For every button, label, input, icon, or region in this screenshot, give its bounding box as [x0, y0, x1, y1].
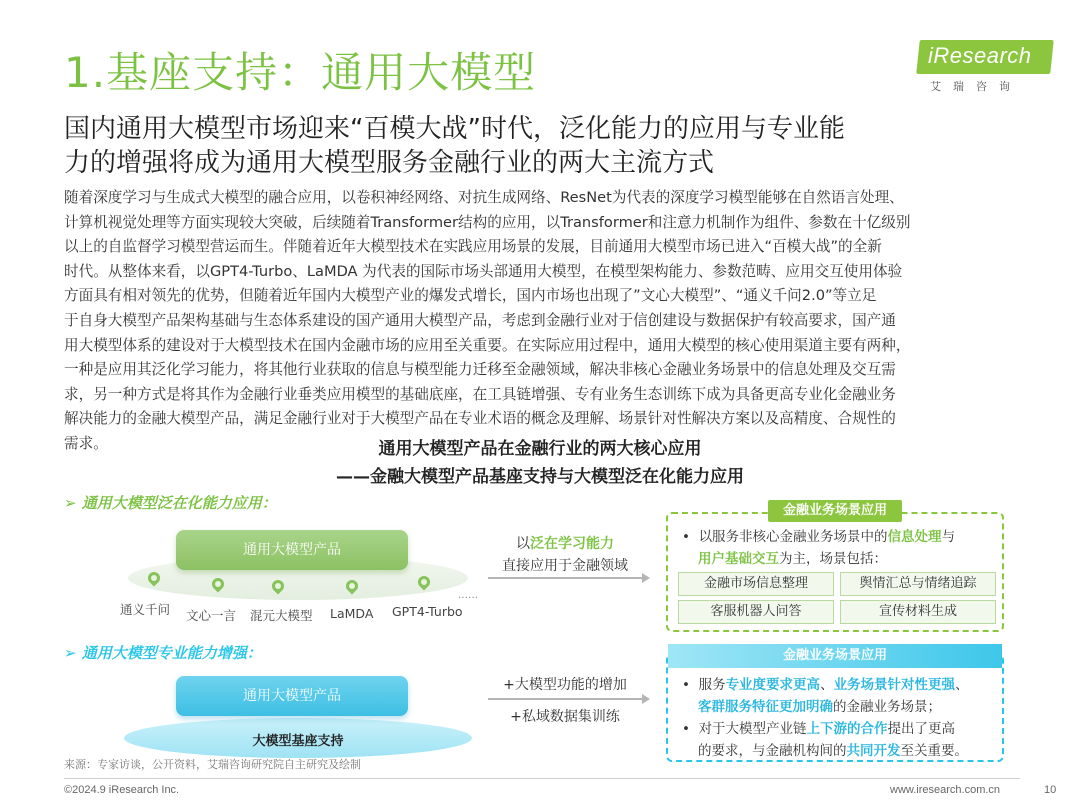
body-line: 解决能力的金融大模型产品，满足金融行业对于大模型产品在专业术语的概念及理解、场景针对性解决方案以及高精度、合规性的 [64, 410, 896, 428]
flow2-arrow [488, 698, 648, 700]
scene2-bullet1-cont [698, 696, 941, 718]
logo-subtext: 艾瑞咨询 [930, 80, 1022, 93]
bullet-text: 以服务非核心金融业务场景中的 [698, 529, 888, 545]
flow1-arrow [488, 577, 648, 579]
scene2-heading: 金融业务场景应用 [668, 644, 1002, 668]
bullet-highlight: 共同开发 [846, 743, 901, 759]
model-label: LaMDA [330, 606, 374, 621]
subtitle-line: 力的增强将成为通用大模型服务金融行业的两大主流方式 [64, 148, 715, 178]
body-line: 于自身大模型产品架构基础与生态体系建设的国产通用大模型产品，考虑到金融行业对于信创建设与数据保护有较高要求，国产通 [64, 311, 896, 329]
section2-heading: ➢ 通用大模型专业能力增强： [64, 644, 262, 662]
flow1-pre: 以 [516, 536, 530, 552]
body-line: 用大模型体系的建设对于大模型技术在国内金融市场的应用至关重要。在实际应用过程中，通用大模型的核心使用渠道主要有两种， [64, 336, 911, 354]
bullet-text: 、 [820, 677, 834, 693]
flow1-line2: 直接应用于金融领域 [502, 558, 628, 574]
bullet-text: 的要求，与金融机构间的 [698, 743, 847, 759]
subtitle [64, 112, 1024, 180]
flow2-line2: +私域数据集训练 [510, 709, 620, 725]
platform2-base-label: 大模型基座支持 [252, 734, 344, 749]
copyright: ©2024.9 iResearch Inc. [64, 784, 180, 796]
section1-heading: ➢ 通用大模型泛在化能力应用： [64, 494, 277, 512]
bullet-highlight: 专业度要求更高 [725, 677, 821, 693]
bullet-text: 提出了更高 [887, 721, 956, 737]
bullet-highlight: 上下游的合作 [806, 721, 888, 737]
flow2-line1: +大模型功能的增加 [503, 677, 627, 693]
footer-divider [64, 778, 1020, 779]
iresearch-logo [918, 40, 1054, 98]
model-label: 通义千问 [120, 602, 171, 617]
scene-tag: 金融市场信息整理 [678, 572, 834, 596]
bullet-highlight: 用户基础交互 [698, 551, 779, 567]
scene1-heading: 金融业务场景应用 [768, 500, 902, 522]
bullet-text: 至关重要。 [900, 743, 968, 759]
model-label: 文心一言 [186, 608, 237, 623]
bullet-text: 为主，场景包括： [779, 551, 887, 567]
bullet-mark: • [682, 721, 690, 737]
scene2-bullet2-cont [698, 740, 968, 762]
flow1-line1 [490, 533, 640, 553]
diagram-subtitle: ——金融大模型产品基座支持与大模型泛在化能力应用 [336, 467, 744, 487]
bullet-text: 对于大模型产业链 [698, 721, 807, 737]
bullet-highlight: 业务场景针对性更强 [833, 677, 956, 693]
body-line: 以上的自监督学习模型营运而生。伴随着近年大模型技术在实践应用场景的发展，目前通用大模型市场已进入“百模大战”的全新 [64, 238, 882, 256]
scene2-bullet2 [682, 718, 955, 740]
page-number: 10 [1044, 784, 1057, 796]
body-line: 计算机视觉处理等方面实现较大突破，后续随着Transformer结构的应用，以Transformer和注意力机制作为组件、参数在十亿级别 [64, 213, 911, 231]
body-line: 一种是应用其泛化学习能力，将其他行业获取的信息与模型能力迁移至金融领域，解决非核心金融业务场景中的信息处理及交互需 [64, 361, 896, 379]
body-line: 时代。从整体来看，以GPT4-Turbo、LaMDA 为代表的国际市场头部通用大模型，在模型架构能力、参数范畴、应用交互使用体验 [64, 262, 903, 280]
body-line: 求，另一种方式是将其作为金融行业垂类应用模型的基础底座，在工具链增强、专有业务生态训练下成为具备更高专业化金融业务 [64, 385, 896, 403]
bullet-text: 的金融业务场景； [833, 699, 941, 715]
body-line: 需求。 [64, 434, 108, 452]
scene2-bullet1 [682, 674, 969, 696]
diagram-title: 通用大模型产品在金融行业的两大核心应用 [378, 439, 702, 459]
scene-tag: 客服机器人问答 [678, 600, 834, 624]
scene1-bullet [682, 526, 955, 548]
website-link[interactable]: www.iresearch.com.cn [890, 784, 1001, 796]
page-title: 1.基座支持：通用大模型 [64, 48, 537, 97]
bullet-mark: • [682, 529, 690, 545]
bullet-highlight: 客群服务特征更加明确 [698, 699, 833, 715]
more-dots: …… [458, 590, 478, 601]
bullet-text: 服务 [698, 677, 726, 693]
model-label: 混元大模型 [250, 608, 313, 623]
bullet-mark: • [682, 677, 690, 693]
logo-text: iResearch [928, 43, 1032, 68]
scene-tag: 宣传材料生成 [840, 600, 996, 624]
bullet-text: 与 [941, 529, 956, 545]
subtitle-line: 国内通用大模型市场迎来“百模大战”时代，泛化能力的应用与专业能 [64, 114, 845, 144]
body-line: 随着深度学习与生成式大模型的融合应用，以卷积神经网络、对抗生成网络、ResNet为代表的深度学习模型能够在自然语言处理、 [64, 189, 904, 206]
scene-tag: 舆情汇总与情绪追踪 [840, 572, 996, 596]
body-paragraph [64, 186, 1024, 457]
body-line: 方面具有相对领先的优势，但随着近年国内大模型产业的爆发式增长，国内市场也出现了”文心大模型”、“通义千问2.0”等立足 [64, 287, 877, 305]
bullet-text: 、 [955, 677, 969, 693]
scene1-bullet-cont [698, 548, 887, 570]
bullet-highlight: 信息处理 [887, 529, 942, 545]
platform2-product: 通用大模型产品 [176, 676, 408, 716]
source-note: 来源：专家访谈，公开资料，艾瑞咨询研究院自主研究及绘制 [64, 758, 361, 771]
flow1-highlight: 泛在学习能力 [530, 536, 614, 552]
model-label: GPT4-Turbo [392, 604, 463, 619]
platform1-product: 通用大模型产品 [176, 530, 408, 570]
